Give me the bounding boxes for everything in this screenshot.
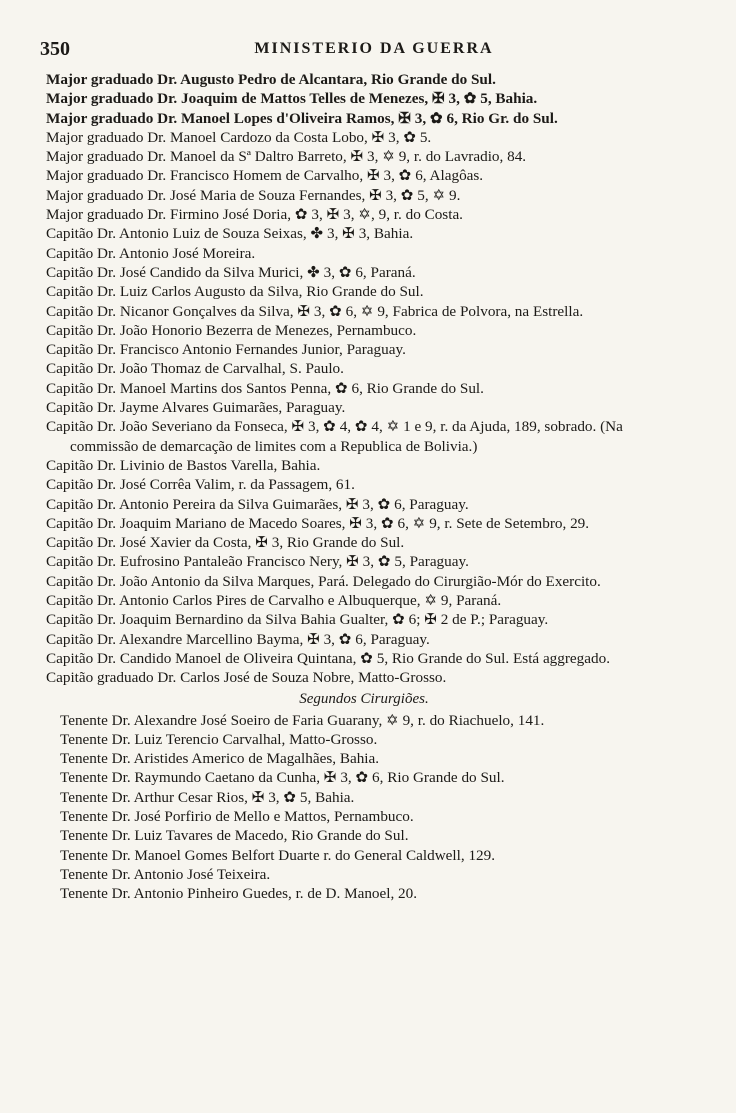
officer-entry: Capitão Dr. João Antonio da Silva Marques, Pará. Delegado do Cirurgião-Mór do Exercito. — [46, 572, 601, 590]
officer-list-bottom — [60, 711, 682, 904]
officer-entry: Major graduado Dr. Manoel Cardozo da Costa Lobo, ✠ 3, ✿ 5. — [46, 128, 432, 146]
officer-entry: Capitão Dr. Francisco Antonio Fernandes Junior, Paraguay. — [46, 341, 406, 359]
page-number: 350 — [40, 38, 70, 60]
officer-entry: Tenente Dr. Luiz Terencio Carvalhal, Matto-Grosso. — [60, 730, 378, 748]
officer-entry: Capitão Dr. Antonio Luiz de Souza Seixas, ✤ 3, ✠ 3, Bahia. — [46, 225, 414, 243]
officer-entry: Capitão Dr. João Severiano da Fonseca, ✠ 3, ✿ 4, ✿ 4, ✡ 1 e 9, r. da Ajuda, 189, sobrado. (Na commissão de demarcação de limites com a Republica de Bolivia.) — [46, 418, 623, 455]
entry-list — [46, 70, 682, 903]
officer-entry: Capitão Dr. Candido Manoel de Oliveira Quintana, ✿ 5, Rio Grande do Sul. Está aggregado. — [46, 649, 610, 667]
officer-entry: Tenente Dr. Manoel Gomes Belfort Duarte r. do General Caldwell, 129. — [60, 846, 496, 864]
officer-entry: Capitão Dr. Livinio de Bastos Varella, Bahia. — [46, 456, 321, 474]
officer-entry: Capitão Dr. José Corrêa Valim, r. da Passagem, 61. — [46, 476, 355, 494]
officer-entry: Major graduado Dr. Augusto Pedro de Alcantara, Rio Grande do Sul. — [46, 71, 496, 88]
officer-entry: Major graduado Dr. Firmino José Doria, ✿ 3, ✠ 3, ✡, 9, r. do Costa. — [46, 206, 463, 224]
officer-entry: Major graduado Dr. Manoel da Sª Daltro Barreto, ✠ 3, ✡ 9, r. do Lavradio, 84. — [46, 148, 527, 166]
officer-entry: Tenente Dr. Raymundo Caetano da Cunha, ✠ 3, ✿ 6, Rio Grande do Sul. — [60, 769, 505, 787]
officer-entry: Capitão Dr. Alexandre Marcellino Bayma, ✠ 3, ✿ 6, Paraguay. — [46, 630, 430, 648]
officer-entry: Capitão Dr. Luiz Carlos Augusto da Silva, Rio Grande do Sul. — [46, 283, 424, 301]
officer-entry: Tenente Dr. Arthur Cesar Rios, ✠ 3, ✿ 5, Bahia. — [60, 788, 355, 806]
officer-entry: Capitão Dr. Antonio Carlos Pires de Carvalho e Albuquerque, ✡ 9, Paraná. — [46, 592, 502, 610]
officer-entry: Capitão Dr. José Xavier da Costa, ✠ 3, Rio Grande do Sul. — [46, 534, 405, 552]
officer-entry: Capitão Dr. Joaquim Mariano de Macedo Soares, ✠ 3, ✿ 6, ✡ 9, r. Sete de Setembro, 29. — [46, 514, 590, 532]
running-title: MINISTERIO DA GUERRA — [254, 40, 494, 57]
officer-entry: Major graduado Dr. Joaquim de Mattos Telles de Menezes, ✠ 3, ✿ 5, Bahia. — [46, 90, 538, 108]
officer-entry: Major graduado Dr. Manoel Lopes d'Oliveira Ramos, ✠ 3, ✿ 6, Rio Gr. do Sul. — [46, 109, 558, 127]
officer-entry: Capitão Dr. Eufrosino Pantaleão Francisco Nery, ✠ 3, ✿ 5, Paraguay. — [46, 553, 469, 571]
officer-entry: Tenente Dr. Luiz Tavares de Macedo, Rio Grande do Sul. — [60, 827, 409, 845]
officer-list-top — [46, 70, 682, 688]
officer-entry: Capitão Dr. Manoel Martins dos Santos Penna, ✿ 6, Rio Grande do Sul. — [46, 379, 484, 397]
officer-entry: Capitão Dr. Antonio Pereira da Silva Guimarães, ✠ 3, ✿ 6, Paraguay. — [46, 495, 469, 513]
officer-entry: Capitão Dr. João Honorio Bezerra de Menezes, Pernambuco. — [46, 321, 417, 339]
page-header — [34, 38, 714, 64]
officer-entry: Tenente Dr. Antonio Pinheiro Guedes, r. de D. Manoel, 20. — [60, 885, 418, 903]
officer-entry: Tenente Dr. Alexandre José Soeiro de Faria Guarany, ✡ 9, r. do Riachuelo, 141. — [60, 711, 545, 729]
officer-entry: Tenente Dr. Antonio José Teixeira. — [60, 865, 271, 883]
officer-entry: Capitão Dr. Jayme Alvares Guimarães, Paraguay. — [46, 399, 346, 417]
officer-entry: Capitão Dr. José Candido da Silva Murici, ✤ 3, ✿ 6, Paraná. — [46, 263, 416, 281]
officer-entry: Capitão Dr. Nicanor Gonçalves da Silva, ✠ 3, ✿ 6, ✡ 9, Fabrica de Polvora, na Estrella. — [46, 302, 584, 320]
officer-entry: Capitão Dr. Antonio José Moreira. — [46, 244, 256, 262]
officer-entry: Tenente Dr. Aristides Americo de Magalhães, Bahia. — [60, 750, 380, 768]
officer-entry: Major graduado Dr. José Maria de Souza Fernandes, ✠ 3, ✿ 5, ✡ 9. — [46, 186, 461, 204]
officer-entry: Major graduado Dr. Francisco Homem de Carvalho, ✠ 3, ✿ 6, Alagôas. — [46, 167, 484, 185]
officer-entry: Tenente Dr. José Porfirio de Mello e Mattos, Pernambuco. — [60, 807, 414, 825]
officer-entry: Capitão Dr. Joaquim Bernardino da Silva Bahia Gualter, ✿ 6; ✠ 2 de P.; Paraguay. — [46, 611, 549, 629]
officer-entry: Capitão Dr. João Thomaz de Carvalhal, S. Paulo. — [46, 360, 344, 378]
officer-entry: Capitão graduado Dr. Carlos José de Souza Nobre, Matto-Grosso. — [46, 669, 447, 687]
section-heading: Segundos Cirurgiões. — [299, 690, 429, 707]
